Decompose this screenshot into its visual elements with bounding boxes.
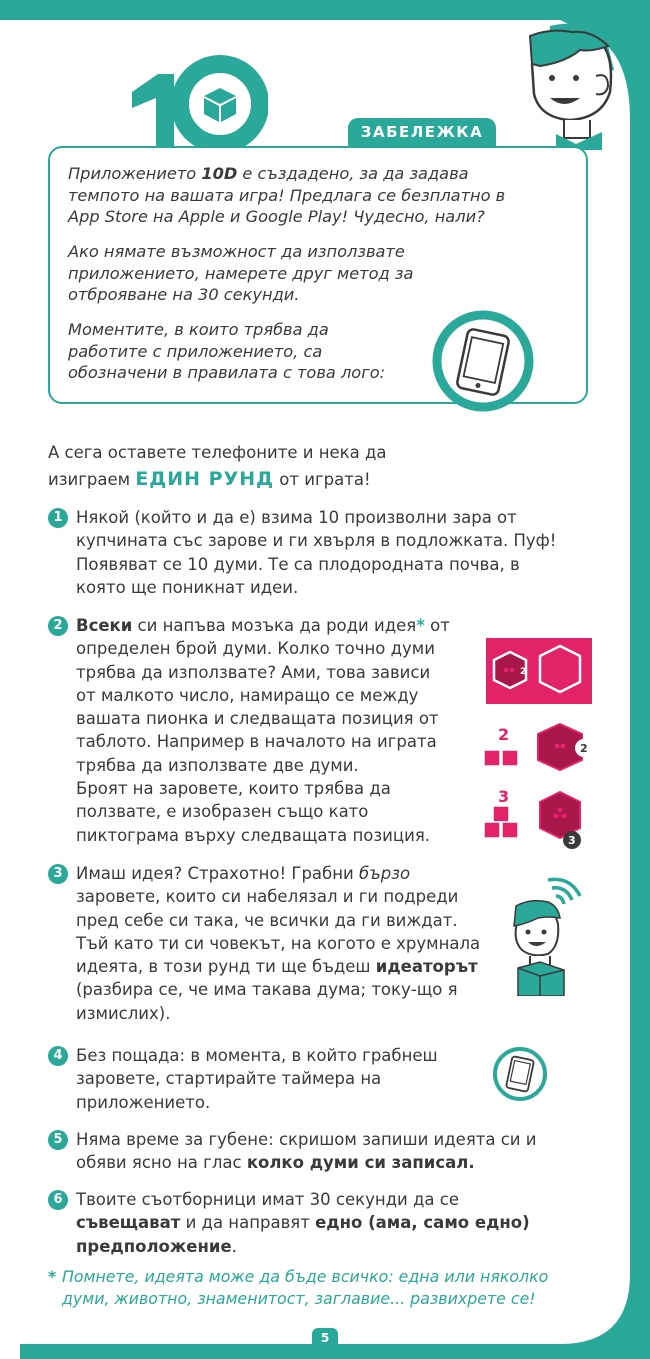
phone-app-icon-small [492,1046,548,1102]
step-bold: идеаторът [375,957,478,977]
step-line: определен брой думи. Колко точно думи [76,639,435,659]
step-line: която ще поникнат идеи. [76,577,299,597]
step-italic: бързо [358,864,411,883]
step-bold: едно (ама, само едно) [315,1213,530,1233]
hex-tile-three [540,792,580,838]
step-line: от [424,616,450,635]
intro-line: от играта! [274,470,371,489]
footnote-star: * [48,1267,57,1286]
step-line: Броят на заровете, които трябва да [76,779,391,799]
step-line: Имаш идея? Страхотно! Грабни [76,864,359,883]
note-app-name: 10D [201,164,238,183]
step-line: Твоите съотборници имат 30 секунди да се [76,1190,460,1209]
tile-badge-three: 3 [568,834,576,847]
character-illustration [510,22,628,150]
step-line: пред себе си така, че всички да ги виждат. [76,910,458,930]
note-paragraph-1 [68,163,568,228]
step-line: Без пощада: в момента, в който грабнеш [76,1046,438,1065]
step-line: ползвате, е изобразен също като [76,802,369,822]
board-diagram [476,636,602,856]
step-number: 3 [48,864,68,884]
step-line: заровете, които си набелязал и ги подреди [76,887,459,907]
hex-tile-empty [540,646,580,692]
step-line: Тъй като ти си човекът, на когото е хрумнала [76,933,481,953]
ideator-character [508,872,598,996]
dice-cube-icon [204,88,236,122]
intro-text [48,440,468,493]
step-line: Няма време за губене: скришом запиши идеята си и [76,1130,537,1149]
step-line: таблото. Например в началото на играта [76,732,437,752]
step-bold: предположение [76,1236,232,1256]
step-number: 1 [48,508,68,528]
logo-10 [128,52,268,152]
step-line: и да направят [180,1213,316,1233]
step-text [76,1128,636,1175]
step-line: приложението. [76,1092,211,1112]
step-bold: колко думи си записал. [246,1153,475,1173]
note-paragraph-2 [68,241,568,306]
step-number: 2 [48,616,68,636]
step-line: вашата пионка и следващата позиция от [76,709,439,729]
tile-label: 2 [520,667,527,677]
step-line: Появяват се 10 думи. Те са плодородната почва, в [76,554,520,574]
intro-line: изиграем [48,470,136,489]
footnote-marker: * [416,616,425,635]
note-line: обозначени в правилата с това лого: [68,363,386,382]
page-number: 5 [312,1328,338,1348]
tile-badge-two: 2 [580,742,588,755]
step-line: измислих). [76,1003,171,1023]
step-line: заровете, стартирайте таймера на [76,1069,382,1089]
note-line: Приложението [68,164,202,183]
step-line: идеята, в този рунд ти ще бъдеш [76,957,376,977]
note-line: Ако нямате възможност да използвате [68,242,405,261]
step-bold: Всеки [76,616,133,635]
dice-three-icon [484,806,518,838]
note-line: работите с приложението, са [68,341,323,361]
step-number: 5 [48,1130,68,1150]
note-line: темпото на вашата игра! Предлага се безплатно в [68,185,506,205]
step-text [76,862,526,1025]
step-line: трябва да използвате? Ами, това зависи [76,662,431,682]
note-line: Моментите, в които трябва да [68,320,329,339]
round-highlight: ЕДИН РУНД [135,468,275,490]
step-number: 4 [48,1046,68,1066]
step-number: 6 [48,1190,68,1210]
footnote-text [62,1266,622,1310]
note-line: е създадено, за да задава [237,164,469,183]
phone-app-icon [432,310,534,412]
step-line: Някой (който и да е) взима 10 произволни зара от [76,508,517,527]
step-line: трябва да използвате две думи. [76,755,359,775]
step-line: обяви ясно на глас [76,1153,247,1173]
step-line: (разбира се, че има такава дума; току-що я [76,980,458,1000]
step-line: пиктограма върху следващата позиция. [76,825,431,845]
step-text [76,1044,496,1114]
step-text [76,1188,636,1258]
step-line: от малкото число, намиращо се между [76,685,419,705]
signal-waves-icon [548,879,580,904]
step-text [76,614,496,847]
step-line: си напъва мозъка да роди идея [132,616,417,635]
footnote-line: думи, животно, знаменитост, заглавие... развихрете се! [62,1289,536,1308]
count-three: 3 [498,787,510,806]
dice-two-icon [484,750,518,766]
footnote-line: Помнете, идеята може да бъде всичко: една или няколко [62,1267,549,1286]
note-line: отброяване на 30 секунди. [68,285,300,304]
step-text [76,506,636,599]
step-line: . [231,1236,237,1256]
step-bold: съвещават [76,1213,181,1233]
step-line: купчината със зарове и ги хвърля в подложката. Пуф! [76,531,557,551]
note-label: ЗАБЕЛЕЖКА [348,118,496,146]
intro-line: А сега оставете телефоните и нека да [48,443,387,462]
note-line: App Store на Apple и Google Play! Чудесно, нали? [68,207,485,226]
note-line: приложението, намерете друг метод за [68,263,414,283]
count-two: 2 [498,725,510,744]
